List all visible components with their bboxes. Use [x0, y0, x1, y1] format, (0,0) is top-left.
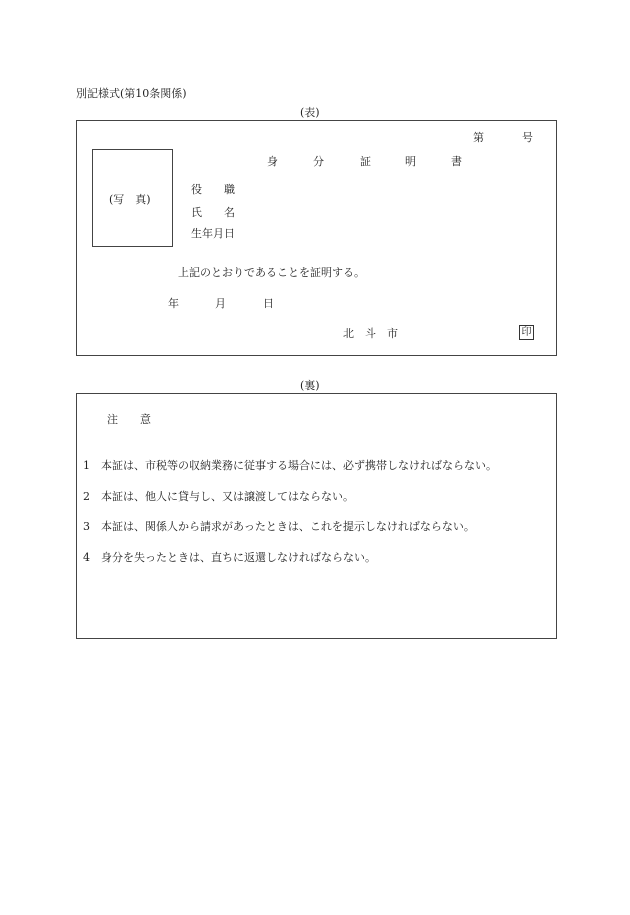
title-char-2: 分: [313, 155, 324, 168]
notice-item-3: [83, 518, 475, 534]
photo-label: (写 真): [109, 193, 151, 206]
notice-item-number: 4: [83, 551, 90, 564]
date-day: 日: [263, 297, 274, 310]
notice-item-text: 本証は、市税等の収納業務に従事する場合には、必ず携帯しなければならない。: [101, 459, 497, 472]
notice-item-text: 本証は、関係人から請求があったときは、これを提示しなければならない。: [101, 520, 475, 533]
notice-item-number: 2: [83, 490, 90, 503]
date-month: 月: [215, 297, 226, 310]
notice-item-2: [83, 488, 354, 504]
front-side-label: (表): [300, 106, 320, 119]
title-char-1: 身: [267, 155, 278, 168]
field-name: 氏 名: [191, 206, 235, 219]
title-char-5: 書: [451, 155, 462, 168]
back-side-label: (裏): [300, 379, 320, 392]
notice-item-1: [83, 457, 497, 473]
back-card: [76, 393, 557, 639]
front-card: [76, 120, 557, 356]
certify-text: 上記のとおりであることを証明する。: [178, 266, 365, 279]
notice-item-text: 本証は、他人に貸与し、又は譲渡してはならない。: [101, 490, 354, 503]
notice-title: 注 意: [107, 413, 151, 426]
notice-item-4: [83, 549, 376, 565]
notice-item-text: 身分を失ったときは、直ちに返還しなければならない。: [101, 551, 376, 564]
title-char-3: 証: [360, 155, 371, 168]
notice-item-number: 3: [83, 520, 90, 533]
photo-box: [92, 149, 173, 247]
date-year: 年: [168, 297, 179, 310]
number-go: 号: [522, 131, 533, 144]
number-dai: 第: [473, 131, 484, 144]
title-char-4: 明: [405, 155, 416, 168]
field-birthdate: 生年月日: [191, 227, 235, 240]
issuer: 北 斗 市: [343, 327, 398, 340]
form-heading: 別記様式(第10条関係): [76, 87, 187, 100]
notice-item-number: 1: [83, 459, 90, 472]
seal-mark: 印: [519, 325, 534, 340]
field-position: 役 職: [191, 183, 235, 196]
